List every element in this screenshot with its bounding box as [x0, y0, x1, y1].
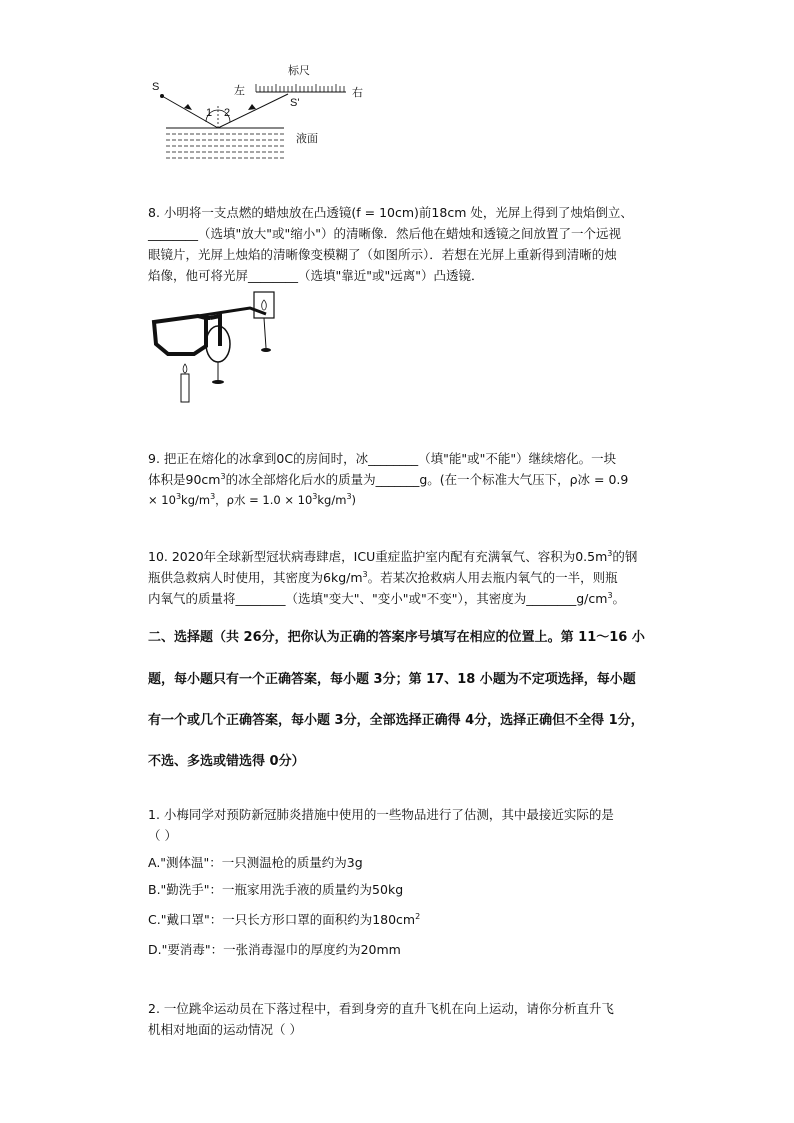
glasses-lens-illustration: [148, 288, 288, 408]
screen-base: [261, 348, 271, 352]
ruler-label: 标尺: [288, 65, 310, 77]
mc-question-2: [148, 998, 678, 1040]
mc1-line-2: （ ）: [148, 828, 177, 843]
q9-line-1: 9. 把正在熔化的冰拿到0C的房间时，冰________（填"能"或"不能"）继续熔化。一块: [148, 451, 617, 466]
candle-flame: [183, 364, 187, 373]
right-label: 右: [352, 87, 363, 99]
candle: [181, 374, 189, 402]
q10-line-3: 内氧气的质量将________（选填"变大"、"变小"或"不变"），其密度为$\_\_\_\_\_\_\_\_g/cm^3$。: [148, 591, 626, 606]
lens-base: [212, 380, 224, 384]
reflection-diagram: [148, 62, 388, 167]
flame-image: [262, 300, 267, 310]
mc1-line-1: 1. 小梅同学对预防新冠肺炎措施中使用的一些物品进行了估测，其中最接近实际的是: [148, 807, 614, 822]
mc1-option-b: B."勤洗手"：一瓶家用洗手液的质量约为50kg: [148, 882, 404, 897]
q8-line-2: ________（选填"放大"或"缩小"）的清晰像．然后他在蜡烛和透镜之间放置了一个远视: [148, 226, 621, 241]
mc2-line-2: 机相对地面的运动情况（ ）: [148, 1022, 302, 1037]
angle1-label: 1: [206, 107, 213, 119]
section2-line-4: 不选、多选或错选得 0分）: [148, 754, 305, 769]
q8-line-3: 眼镜片，光屏上烛焰的清晰像变模糊了（如图所示）．若想在光屏上重新得到清晰的烛: [148, 247, 617, 262]
question-8: [148, 202, 678, 286]
question-10: [148, 546, 678, 609]
q8-line-4: 焰像，他可将光屏________（选填"靠近"或"远离"）凸透镜．: [148, 268, 484, 283]
angle2-label: 2: [224, 107, 231, 119]
section2-line-2: 题，每小题只有一个正确答案，每小题 3分；第 17、18 小题为不定项选择，每小题: [148, 672, 636, 687]
mc1-option-a: A."测体温"：一只测温枪的质量约为3g: [148, 855, 363, 870]
ruler-ticks: [256, 84, 344, 92]
glasses-right-rim: [210, 316, 220, 346]
image-label: S': [290, 97, 300, 109]
screen-stand: [264, 318, 266, 348]
left-label: 左: [234, 85, 245, 97]
q10-line-2: 瓶供急救病人时使用，其密度为$6kg/m^3$。若某次抢救病人用去瓶内氧气的一半，则瓶: [148, 570, 618, 585]
liquid-hatching: [166, 134, 284, 158]
mc-question-1: [148, 804, 678, 846]
mc1-option-c: C."戴口罩"：一只长方形口罩的面积约为$180cm^2$: [148, 912, 421, 927]
q8-line-1: 8. 小明将一支点燃的蜡烛放在凸透镜(f = 10cm)前18cm 处，光屏上得到了烛焰倒立、: [148, 205, 633, 220]
source-label: S: [152, 81, 160, 93]
mc1-option-d: D."要消毒"：一张消毒湿巾的厚度约为20mm: [148, 942, 401, 957]
glasses-left-rim: [154, 316, 206, 354]
q10-line-1: 10. 2020年全球新型冠状病毒肆虐，ICU重症监护室内配有充满氧气、容积为$0.5m^3$的钢: [148, 549, 638, 564]
section2-line-3: 有一个或几个正确答案，每小题 3分，全部选择正确得 4分，选择正确但不全得 1分，: [148, 713, 644, 728]
section2-line-1: 二、选择题（共 26分，把你认为正确的答案序号填写在相应的位置上。第 11～16 小: [148, 630, 645, 645]
glasses-temple: [198, 308, 266, 316]
question-9: [148, 448, 678, 511]
q9-line-3: × $10^3kg/m^3$，ρ水 = $1.0 \times 10^3kg/m^3$): [148, 492, 357, 507]
liquid-label: 液面: [296, 133, 318, 145]
reflected-arrow: [248, 104, 256, 110]
q9-line-2: 体积是$90cm^3$的冰全部熔化后水的质量为_______g。(在一个标准大气压下，ρ冰 = 0.9: [148, 472, 629, 487]
mc2-line-1: 2. 一位跳伞运动员在下落过程中，看到身旁的直升飞机在向上运动，请你分析直升飞: [148, 1001, 614, 1016]
